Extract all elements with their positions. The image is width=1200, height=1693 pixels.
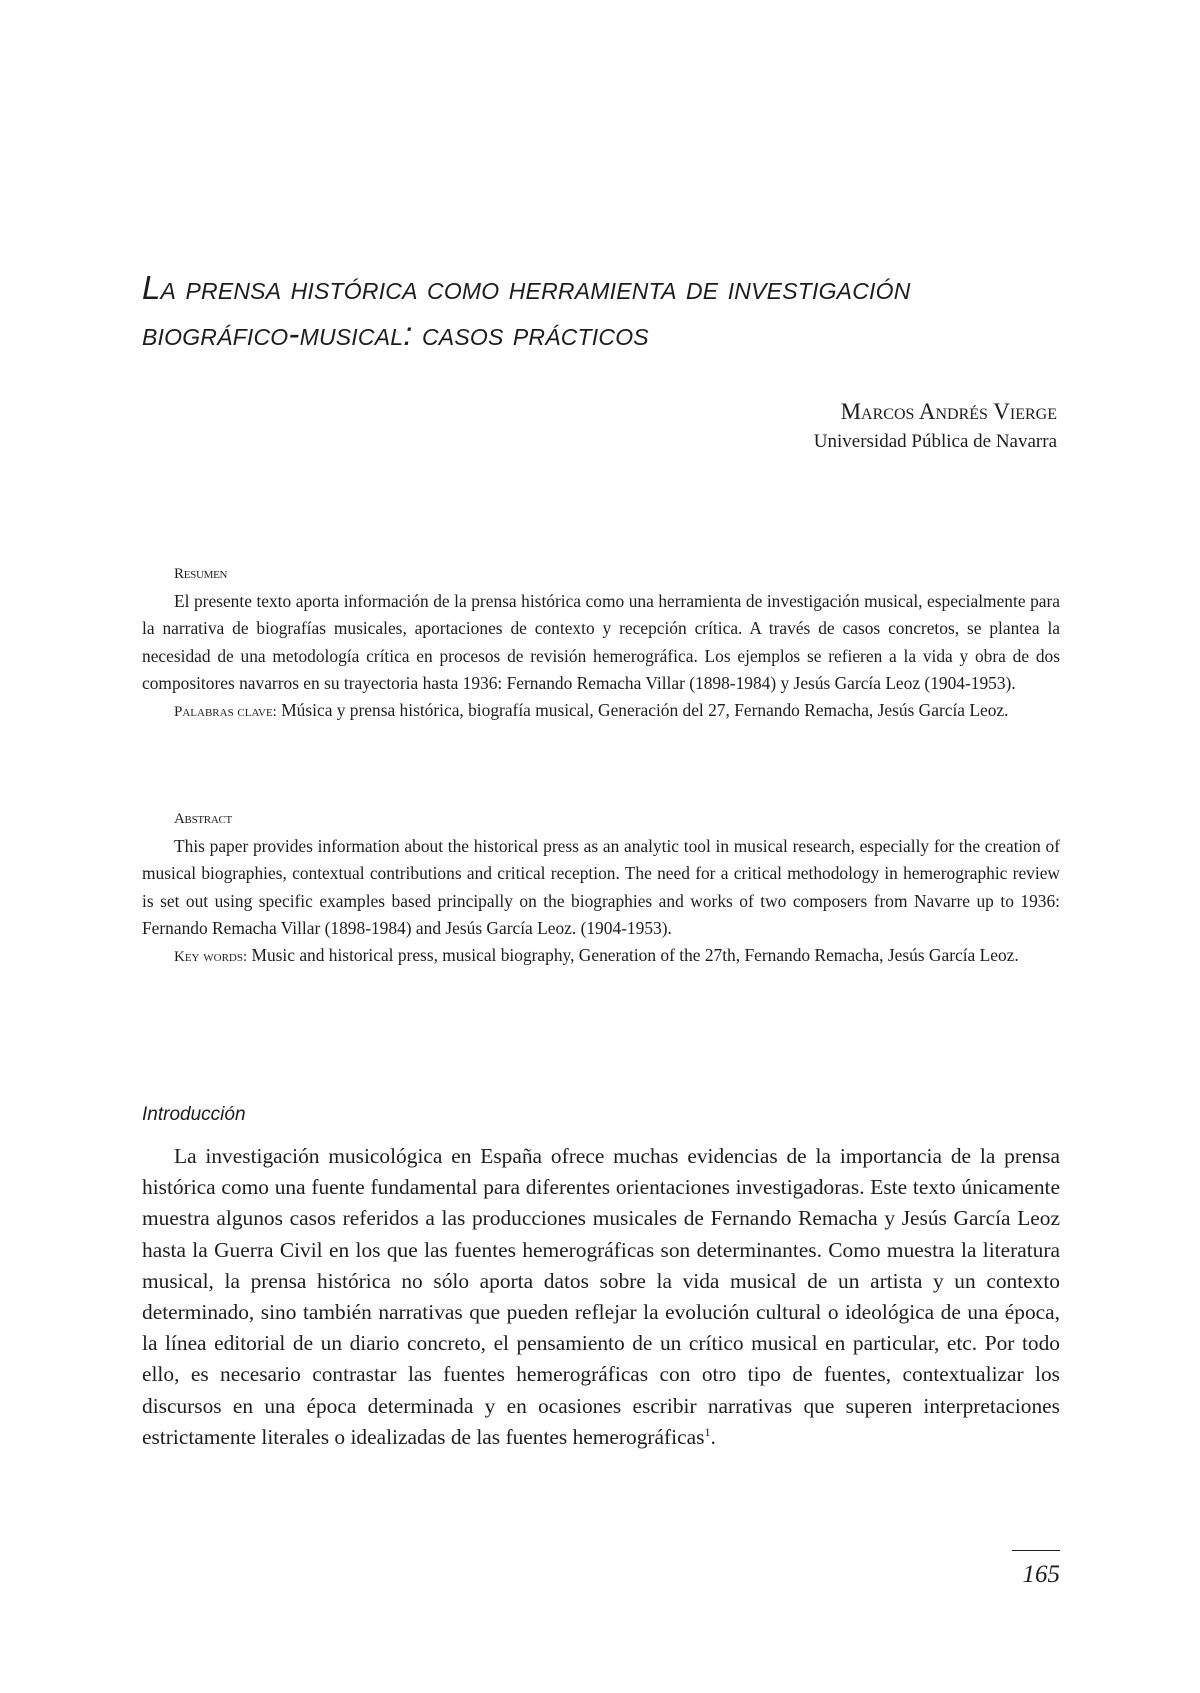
abstract-keywords-label: Key words: xyxy=(174,949,248,966)
abstract-keywords xyxy=(142,942,1060,971)
page-number-rule xyxy=(1012,1550,1060,1551)
author-affiliation: Universidad Pública de Navarra xyxy=(813,431,1057,452)
resumen-body: El presente texto aporta información de la prensa histórica como una herramienta de investigación musical, especialmente para la narrativa de biografías musicales, aportaciones de contexto y recepción crítica. A través de casos concretos, se plantea la necesidad de una metodología crítica en procesos de revisión hemerográfica. Los ejemplos se refieren a la vida y obra de dos compositores navarros en su trayectoria hasta 1936: Fernando Remacha Villar (1898-1984) y Jesús García Leoz (1904-1953). xyxy=(142,591,1060,693)
resumen-section xyxy=(142,560,1060,726)
abstract-keywords-text: Music and historical press, musical biography, Generation of the 27th, Fernando Remacha, Jesús García Leoz. xyxy=(251,945,1019,966)
resumen-keywords xyxy=(142,697,1060,726)
introduction-heading: Introducción xyxy=(142,1104,246,1125)
resumen-label: Resumen xyxy=(174,566,228,582)
abstract-text xyxy=(142,833,1060,942)
article-title xyxy=(142,265,1042,357)
page-number: 165 xyxy=(1022,1561,1060,1588)
abstract-section xyxy=(142,805,1060,971)
article-title-line-1: La prensa histórica como herramienta de investigación xyxy=(142,269,911,306)
introduction-paragraph-text: La investigación musicológica en España ofrece muchas evidencias de la importancia de la prensa histórica como una fuente fundamental para diferentes orientaciones investigadoras. Este texto únicamente muestra algunos casos referidos a las producciones musicales de Fernando Remacha y Jesús García Leoz hasta la Guerra Civil en los que las fuentes hemerográficas son determinantes. Como muestra la literatura musical, la prensa histórica no sólo aporta datos sobre la vida musical de un artista y un contexto determinado, sino también narrativas que pueden reflejar la evolución cultural o ideológica de una época, la línea editorial de un diario concreto, el pensamiento de un crítico musical en particular, etc. Por todo ello, es necesario contrastar las fuentes hemerográficas con otro tipo de fuentes, contextualizar los discursos en una época determinada y en ocasiones escribir narrativas que superen interpretaciones estrictamente literales o idealizadas de las fuentes hemerográficas xyxy=(142,1144,1060,1449)
footnote-reference[interactable]: 1 xyxy=(704,1424,711,1439)
abstract-label: Abstract xyxy=(174,811,232,827)
resumen-keywords-label: Palabras clave: xyxy=(174,704,277,721)
article-title-line-2: biográfico-musical: casos prácticos xyxy=(142,315,649,352)
author-name: Marcos Andrés Vierge xyxy=(840,399,1057,424)
introduction-paragraph xyxy=(142,1141,1060,1453)
introduction-paragraph-end: . xyxy=(710,1424,716,1449)
resumen-text xyxy=(142,588,1060,697)
resumen-keywords-text: Música y prensa histórica, biografía musical, Generación del 27, Fernando Remacha, Jesús García Leoz. xyxy=(281,700,1009,721)
abstract-body: This paper provides information about the historical press as an analytic tool in musical research, especially for the creation of musical biographies, contextual contributions and critical reception. The need for a critical methodology in hemerographic review is set out using specific examples based principally on the biographies and works of two composers from Navarre up to 1936: Fernando Remacha Villar (1898-1984) and Jesús García Leoz. (1904-1953). xyxy=(142,836,1060,938)
introduction-body xyxy=(142,1141,1060,1453)
